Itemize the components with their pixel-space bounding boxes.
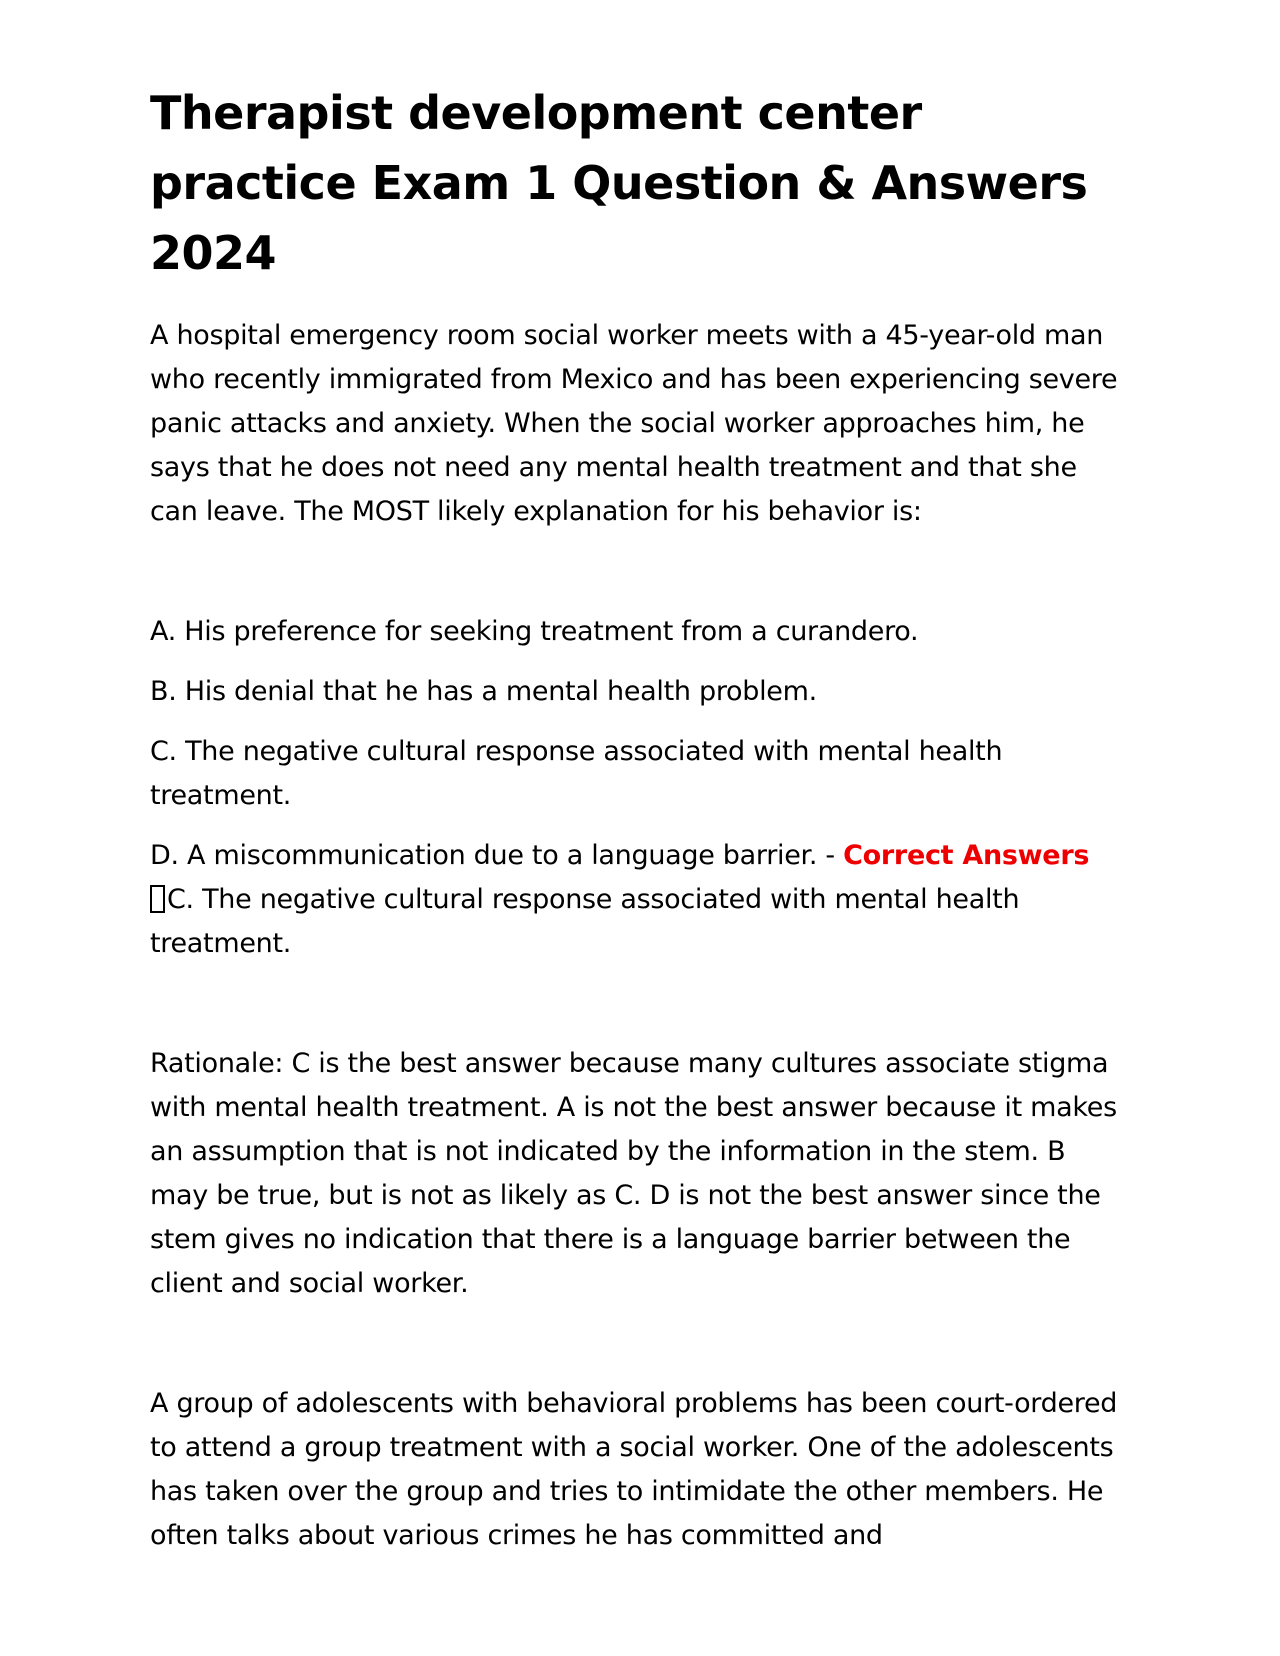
question-1-stem: A hospital emergency room social worker meets with a 45-year-old man who recently immigrated from Mexico and has been experiencing severe panic attacks and anxiety. When the social worker approaches him, he says that he does not need any mental health treatment and that she can leave. The MOST likely explanation for his behavior is: — [150, 320, 1118, 527]
question-1-option-d: D. A miscommunication due to a language barrier. - — [150, 840, 844, 871]
question-1-option-b: B. His denial that he has a mental health problem. — [150, 676, 817, 707]
question-2-stem: A group of adolescents with behavioral problems has been court-ordered to attend a group treatment with a social worker. One of the adolescents has taken over the group and tries to intimidate the other members. He often talks about various crimes he has committed and — [150, 1388, 1118, 1551]
question-1-rationale: Rationale: C is the best answer because many cultures associate stigma with mental health treatment. A is not the best answer because it makes an assumption that is not indicated by the information in the stem. B may be true, but is not as likely as C. D is not the best answer since the stem gives no indication that there is a language barrier between the client and social worker. — [150, 1048, 1117, 1299]
missing-glyph-icon — [150, 885, 165, 913]
document-content — [150, 78, 1130, 1558]
question-1-option-d-paragraph — [150, 834, 1130, 966]
question-1-option-c: C. The negative cultural response associated with mental health treatment. — [150, 736, 1003, 811]
question-1-option-a: A. His preference for seeking treatment from a curandero. — [150, 616, 919, 647]
document-title: Therapist development center practice Exam 1 Question & Answers 2024 — [150, 86, 1088, 280]
question-1-correct-answer: C. The negative cultural response associated with mental health treatment. — [150, 884, 1020, 959]
correct-answers-label: Correct Answers — [843, 840, 1090, 871]
